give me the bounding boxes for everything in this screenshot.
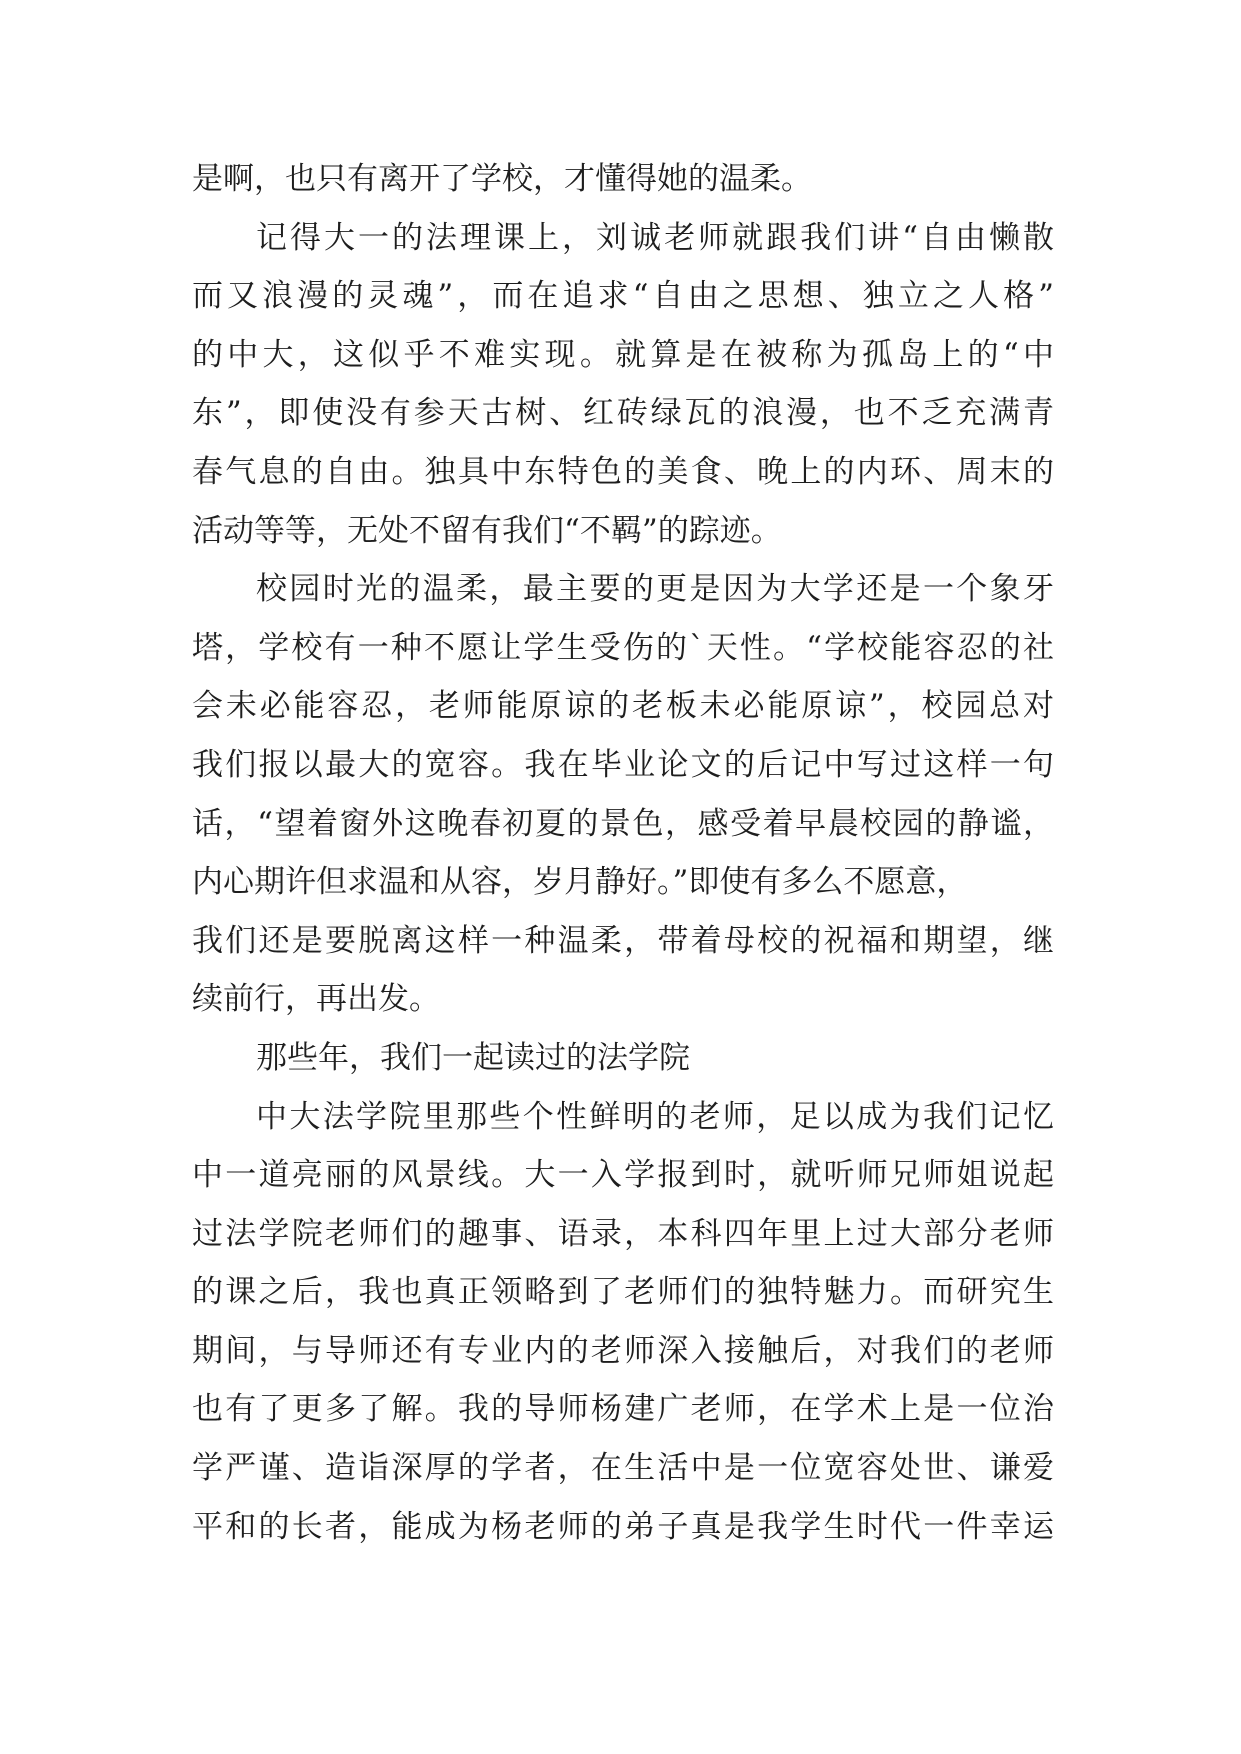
text-line: 期间，与导师还有专业内的老师深入接触后，对我们的老师 (192, 1332, 1054, 1369)
section-heading: 那些年，我们一起读过的法学院 (256, 1039, 690, 1076)
text-line: 春气息的自由。独具中东特色的美食、晚上的内环、周末的 (192, 453, 1054, 490)
text-line: 东”，即使没有参天古树、红砖绿瓦的浪漫，也不乏充满青 (192, 395, 1054, 432)
text-line: 我们报以最大的宽容。我在毕业论文的后记中写过这样一句 (192, 746, 1054, 783)
paragraph-start-line: 中大法学院里那些个性鲜明的老师，足以成为我们记忆 (256, 1098, 1054, 1135)
text-line: 活动等等，无处不留有我们“不羁”的踪迹。 (192, 512, 782, 549)
text-line: 的课之后，我也真正领略到了老师们的独特魅力。而研究生 (192, 1274, 1054, 1311)
text-line: 续前行，再出发。 (192, 981, 440, 1018)
text-line: 是啊，也只有离开了学校，才懂得她的温柔。 (192, 161, 812, 197)
text-line: 内心期许但求温和从容，岁月静好。”即使有多么不愿意， (192, 864, 968, 901)
text-line: 会未必能容忍，老师能原谅的老板未必能原谅”，校园总对 (192, 688, 1054, 725)
text-line: 学严谨、造诣深厚的学者，在生活中是一位宽容处世、谦爱 (192, 1450, 1054, 1487)
body-text (192, 150, 1054, 1556)
paragraph-start-line: 记得大一的法理课上，刘诚老师就跟我们讲“自由懒散 (256, 219, 1054, 256)
paragraph-start-line: 校园时光的温柔，最主要的更是因为大学还是一个象牙 (256, 571, 1054, 608)
text-line: 过法学院老师们的趣事、语录，本科四年里上过大部分老师 (192, 1215, 1054, 1252)
text-line: 塔，学校有一种不愿让学生受伤的`天性。“学校能容忍的社 (192, 629, 1054, 666)
text-line: 而又浪漫的灵魂”，而在追求“自由之思想、独立之人格” (192, 278, 1054, 315)
text-line: 话，“望着窗外这晚春初夏的景色，感受着早晨校园的静谧， (192, 805, 1054, 842)
text-line: 平和的长者，能成为杨老师的弟子真是我学生时代一件幸运 (192, 1508, 1054, 1545)
text-line: 中一道亮丽的风景线。大一入学报到时，就听师兄师姐说起 (192, 1157, 1054, 1194)
text-line: 也有了更多了解。我的导师杨建广老师，在学术上是一位治 (192, 1391, 1054, 1428)
text-line: 的中大，这似乎不难实现。就算是在被称为孤岛上的“中 (192, 336, 1054, 373)
text-line: 我们还是要脱离这样一种温柔，带着母校的祝福和期望，继 (192, 922, 1054, 959)
